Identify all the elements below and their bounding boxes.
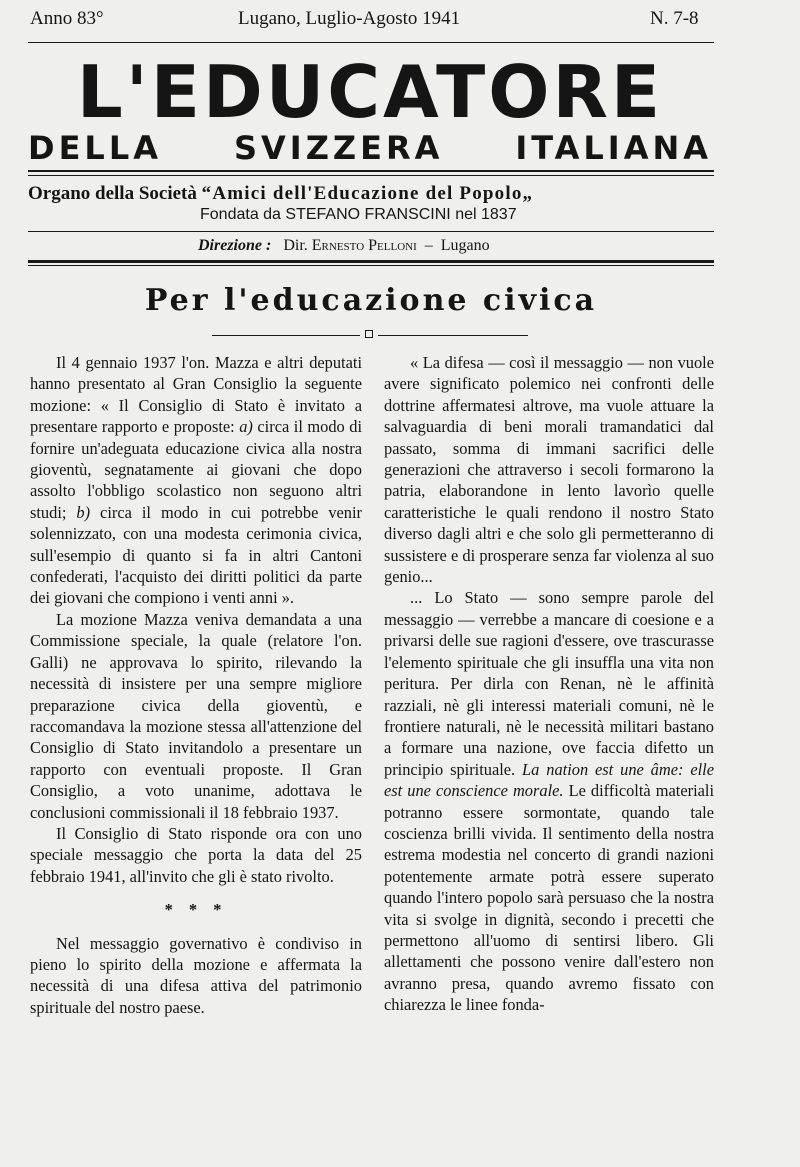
direzione-label: Direzione :: [198, 237, 272, 254]
organo-prefix: Organo della Società: [28, 183, 197, 204]
paragraph: Nel messaggio governativo è condiviso in pieno lo spirito della mozione e affermata la necessità di una difesa attiva del patrimonio spirituale del nostro paese.: [30, 933, 362, 1017]
direzione-rule-thick: [28, 260, 714, 263]
divider-ornament: [365, 330, 373, 338]
paragraph: Il 4 gennaio 1937 l'on. Mazza e altri deputati hanno presentato al Gran Consiglio la seguente mozione: « Il Consiglio di Stato è invitato a presentare rapporto e proposte: a) circa il modo di fornire un'adeguata educazione civica alla nostra gioventù, segnatamente ai giovani che dopo assolto l'obbligo scolastico non seguono altri studi; b) circa il modo in cui potrebbe venir solennizzato, con una modesta cerimonia civica, sull'esempio di quanto si fa in altri Cantoni confederati, l'acquisto dei diritti politici da parte dei giovani che compiono i venti anni ».: [30, 353, 363, 608]
direzione-city: Lugano: [440, 237, 490, 254]
direzione-rule-thin: [28, 265, 714, 266]
header-rule: [28, 42, 714, 43]
direzione-name: Ernesto Pelloni: [311, 237, 417, 254]
direzione-separator: –: [424, 237, 433, 254]
organo-rule: [28, 231, 714, 232]
direzione-line: [198, 237, 490, 255]
section-break: * * *: [164, 900, 228, 920]
divider-left: [212, 335, 360, 336]
organo-society: “Amici dell'Educazione del Popolo„: [201, 183, 534, 204]
divider-right: [378, 335, 528, 336]
masthead-subtitle: DELLA SVIZZERA ITALIANA: [28, 129, 712, 167]
founder-line: Fondata da STEFANO FRANSCINI nel 1837: [200, 206, 517, 223]
issue-number: N. 7-8: [650, 8, 699, 29]
paragraph: Il Consiglio di Stato risponde ora con uno speciale messaggio che porta la data del 25 febbraio 1941, all'invito che gli è stato rivolto.: [30, 823, 362, 886]
issue-place-date: Lugano, Luglio-Agosto 1941: [238, 8, 461, 29]
direzione-prefix: Dir.: [283, 237, 308, 254]
article-column-right: [384, 352, 714, 1016]
paragraph: La mozione Mazza veniva demandata a una Commissione speciale, la quale (relatore l'on. Galli) ne approvava lo spirito, rilevando la necessità di insistere per una sempre migliore preparazione civica della gioventù, e raccomandava la mozione stessa all'attenzione del Consiglio di Stato invitandolo a presentare un rapporto con eventuali proposte. Il Gran Consiglio, a voto unanime, adottava le conclusioni commissionali il 18 febbraio 1937.: [30, 609, 362, 822]
masthead-rule-2: [28, 175, 714, 176]
issue-header: [30, 8, 712, 38]
organo-line: [28, 183, 714, 205]
article-column-left: [30, 352, 362, 1018]
masthead-title: L'EDUCATORE: [76, 50, 664, 134]
issue-year: Anno 83°: [30, 8, 104, 29]
masthead-rule-1: [28, 170, 714, 172]
paragraph: « La difesa — così il messaggio — non vuole avere significato polemico nei confronti delle dottrine affermatesi altrove, ma vuole attuare la salvaguardia di beni morali tramandatici dal passato, somma di immani sacrifici delle generazioni che attraverso i secoli formarono la patria, elaborandone in lento lavorìo quelle caratteristiche le quali rendono il nostro Stato diverso dagli altri e che solo gli permetteranno di sussistere e di prosperare senza far violenza al suo genio...: [384, 353, 714, 587]
paragraph: ... Lo Stato — sono sempre parole del messaggio — verrebbe a mancare di coesione e a privarsi delle sue ragioni d'essere, ove trascurasse l'elemento spirituale che gli insuffla una vita non peritura. Per dirla con Renan, nè le affinità razziali, nè gli interessi materiali comuni, nè le frontiere naturali, nè le necessità militari bastano a formare una nazione, ove faccia difetto un principio spirituale. La nation est une âme: elle est une conscience morale. Le difficoltà materiali potranno essere sormontate, quando tale coscienza brilli vivida. Il sentimento della nostra estrema modestia nel concerto di grandi nazioni potentemente armate potrà essere superato quando l'intero popolo sarà persuaso che la nostra vita si svolge in dignità, secondo i precetti che permettono all'uomo di sentirsi libero. Gli allettamenti che possono venire dall'estero non avranno presa, quando avremo fissato con chiarezza le linee fonda-: [384, 588, 715, 1015]
article-title: Per l'educazione civica: [144, 283, 598, 318]
